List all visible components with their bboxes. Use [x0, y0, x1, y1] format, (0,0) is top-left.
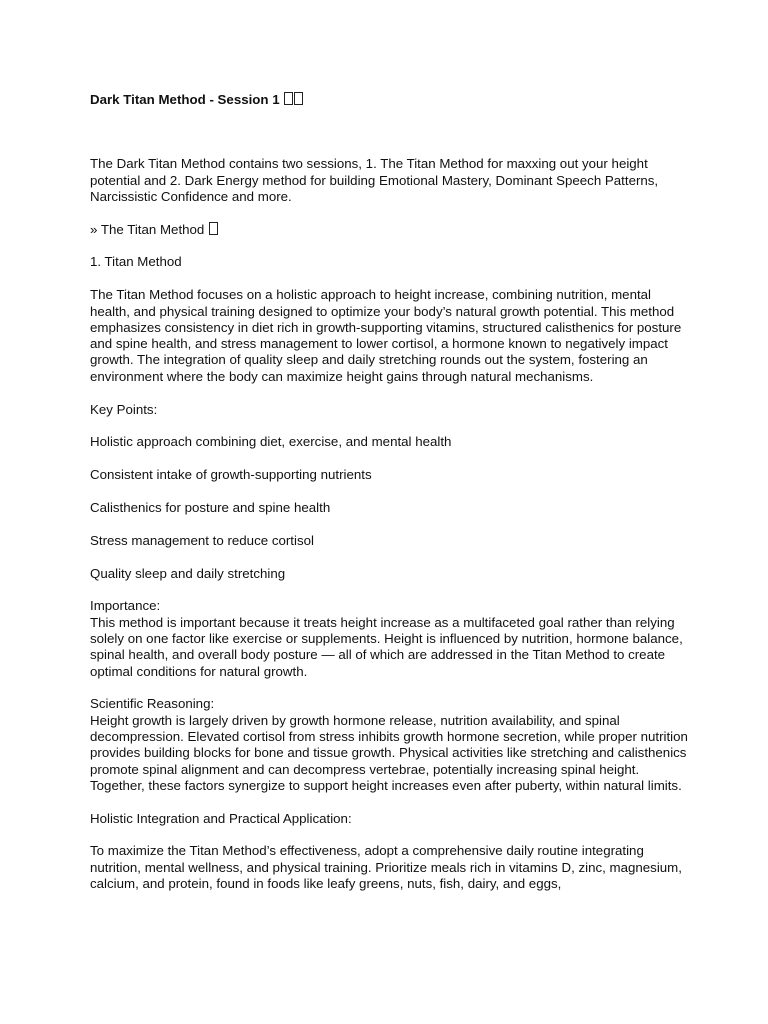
scientific-paragraph: Height growth is largely driven by growth hormone release, nutrition availability, and spinal decompression. Elevated cortisol from stress inhibits growth hormone secretion, while proper nutrition provides building blocks for bone and tissue growth. Physical activities like stretching and calisthenics promote spinal alignment and can decompress vertebrae, potentially increasing spinal height. Together, these factors synergize to support height increases even after puberty, within natural limits.	[90, 712, 688, 793]
scientific-label: Scientific Reasoning:	[90, 696, 215, 712]
missing-glyph-icon	[294, 92, 303, 105]
key-point-item: Holistic approach combining diet, exercise, and mental health	[90, 434, 452, 450]
section-heading: 1. Titan Method	[90, 254, 182, 270]
document-page	[90, 92, 690, 892]
importance-label: Importance:	[90, 598, 161, 614]
key-point-item: Quality sleep and daily stretching	[90, 565, 286, 581]
key-point-item: Stress management to reduce cortisol	[90, 532, 314, 548]
missing-glyph-icon	[209, 222, 218, 235]
document-title: Dark Titan Method - Session 1	[90, 92, 690, 108]
key-points-label: Key Points:	[90, 401, 158, 417]
key-point-item: Consistent intake of growth-supporting nutrients	[90, 467, 372, 483]
missing-glyph-icon	[284, 92, 293, 105]
holistic-label: Holistic Integration and Practical Application:	[90, 810, 352, 826]
importance-paragraph: This method is important because it treats height increase as a multifaceted goal rather than relying solely on one factor like exercise or supplements. Height is influenced by nutrition, hormone balance, spinal health, and overall body posture — all of which are addressed in the Titan Method to create optimal conditions for natural growth.	[90, 614, 683, 679]
holistic-paragraph: To maximize the Titan Method’s effectiveness, adopt a comprehensive daily routine integrating nutrition, mental wellness, and physical training. Prioritize meals rich in vitamins D, zinc, magnesium, calcium, and protein, found in foods like leafy greens, nuts, fish, dairy, and eggs,	[90, 843, 682, 891]
intro-paragraph: The Dark Titan Method contains two sessions, 1. The Titan Method for maxxing out your height potential and 2. Dark Energy method for building Emotional Mastery, Dominant Speech Patterns, Narcissistic Confidence and more.	[90, 156, 659, 204]
overview-paragraph: The Titan Method focuses on a holistic approach to height increase, combining nutrition, mental health, and physical training designed to optimize your body’s natural growth potential. This method emphasizes consistency in diet rich in growth-supporting vitamins, structured calisthenics for posture and spine health, and stress management to lower cortisol, a hormone known to negatively impact growth. The integration of quality sleep and daily stretching rounds out the system, fostering an environment where the body can maximize height gains through natural mechanisms.	[90, 287, 682, 384]
key-point-item: Calisthenics for posture and spine health	[90, 499, 331, 515]
section-link: » The Titan Method	[90, 222, 690, 238]
